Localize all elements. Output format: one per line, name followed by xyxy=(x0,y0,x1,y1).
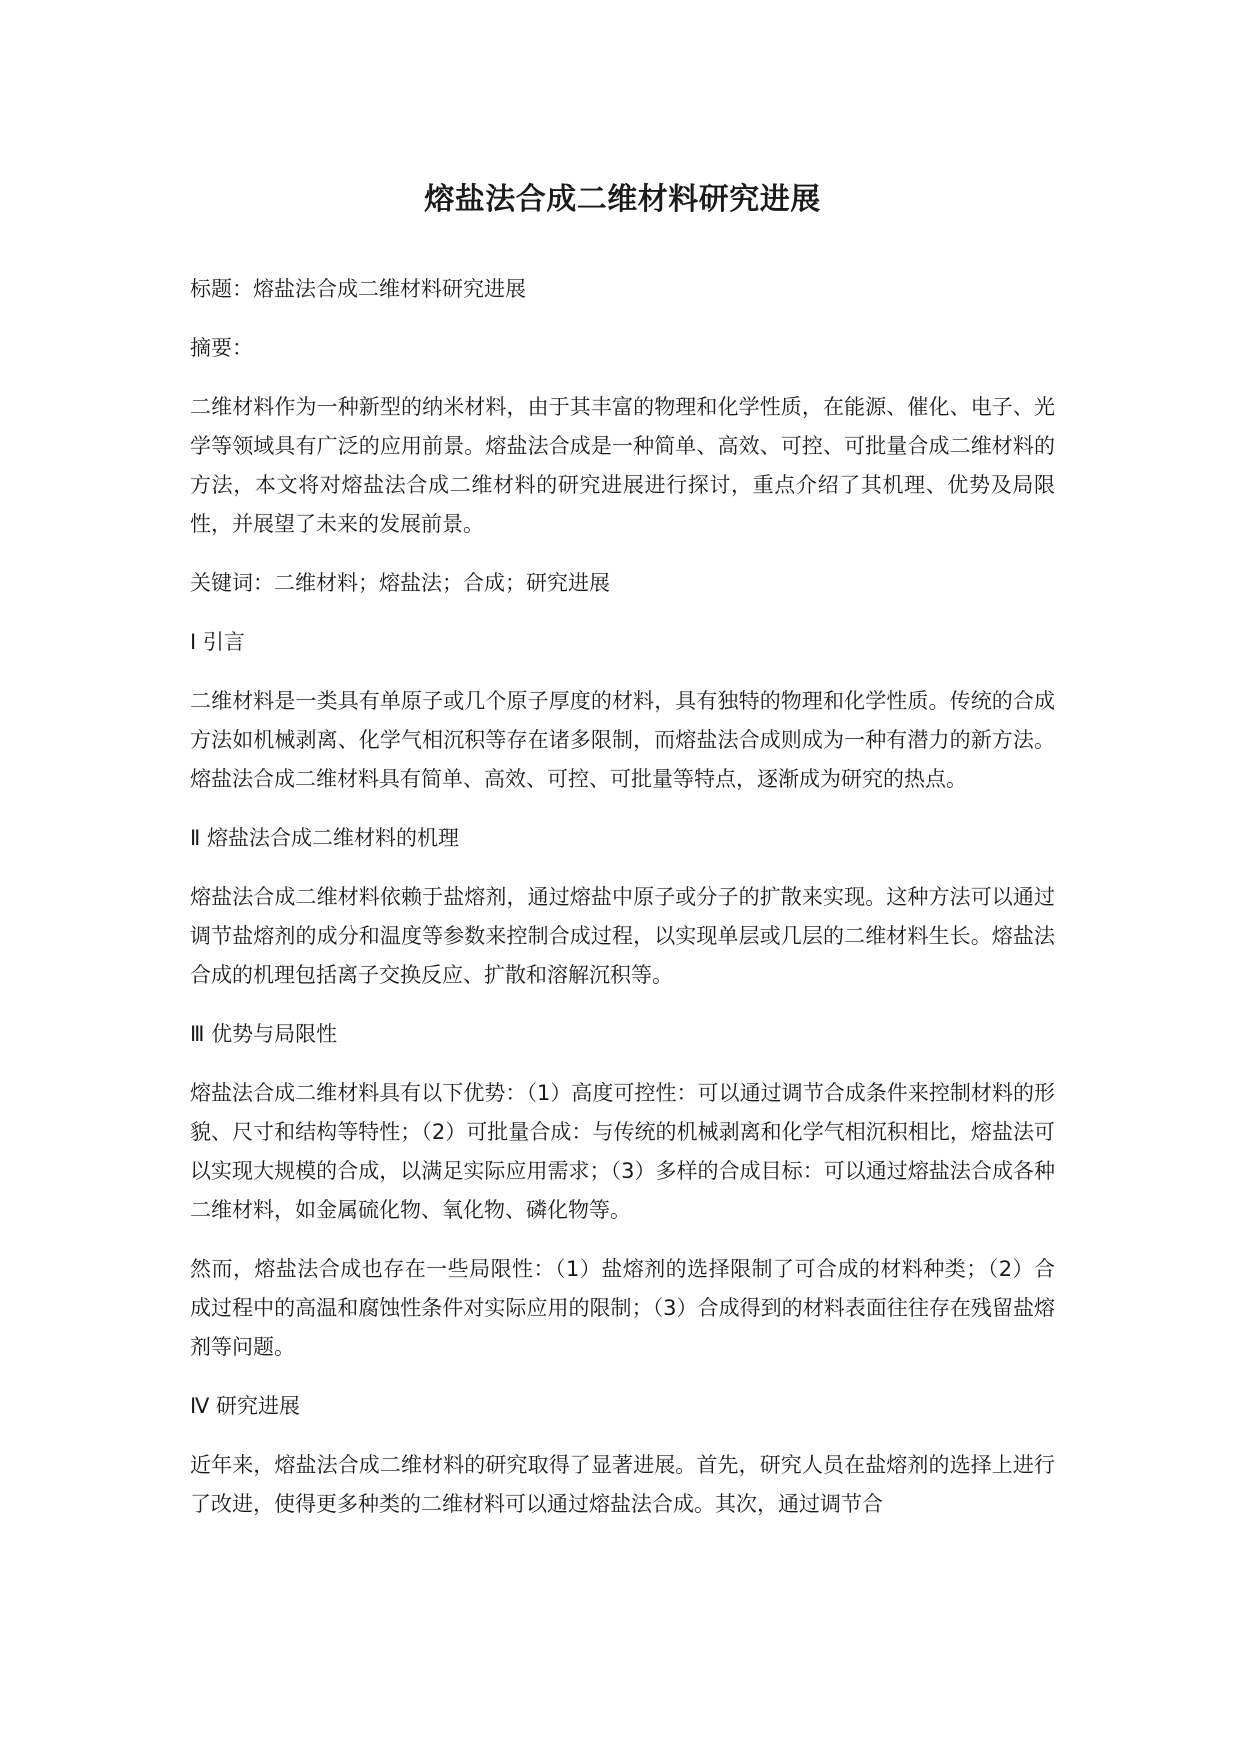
keywords-line: 关键词：二维材料；熔盐法；合成；研究进展 xyxy=(190,571,610,595)
abstract-label: 摘要： xyxy=(190,336,253,360)
mechanism-paragraph: 熔盐法合成二维材料依赖于盐熔剂，通过熔盐中原子或分子的扩散来实现。这种方法可以通过调节盐熔剂的成分和温度等参数来控制合成过程，以实现单层或几层的二维材料生长。熔盐法合成的机理包括离子交换反应、扩散和溶解沉积等。 xyxy=(190,885,1055,987)
section-heading-mechanism: Ⅱ 熔盐法合成二维材料的机理 xyxy=(190,826,460,850)
section-heading-intro: Ⅰ 引言 xyxy=(190,630,245,654)
title-line: 标题：熔盐法合成二维材料研究进展 xyxy=(190,277,526,301)
progress-paragraph: 近年来，熔盐法合成二维材料的研究取得了显著进展。首先，研究人员在盐熔剂的选择上进行了改进，使得更多种类的二维材料可以通过熔盐法合成。其次，通过调节合 xyxy=(190,1453,1055,1516)
limitations-paragraph: 然而，熔盐法合成也存在一些局限性：（1）盐熔剂的选择限制了可合成的材料种类；（2）合成过程中的高温和腐蚀性条件对实际应用的限制；（3）合成得到的材料表面往往存在残留盐熔剂等问题。 xyxy=(190,1257,1055,1359)
intro-paragraph: 二维材料是一类具有单原子或几个原子厚度的材料，具有独特的物理和化学性质。传统的合成方法如机械剥离、化学气相沉积等存在诸多限制，而熔盐法合成则成为一种有潜力的新方法。熔盐法合成二维材料具有简单、高效、可控、可批量等特点，逐渐成为研究的热点。 xyxy=(190,689,1055,791)
section-heading-progress: Ⅳ 研究进展 xyxy=(190,1394,301,1418)
advantages-paragraph: 熔盐法合成二维材料具有以下优势：（1）高度可控性：可以通过调节合成条件来控制材料的形貌、尺寸和结构等特性；（2）可批量合成：与传统的机械剥离和化学气相沉积相比，熔盐法可以实现大规模的合成，以满足实际应用需求；（3）多样的合成目标：可以通过熔盐法合成各种二维材料，如金属硫化物、氧化物、磷化物等。 xyxy=(190,1081,1055,1222)
document-title: 熔盐法合成二维材料研究进展 xyxy=(424,182,821,217)
section-heading-advantages: Ⅲ 优势与局限性 xyxy=(190,1022,338,1046)
abstract-paragraph: 二维材料作为一种新型的纳米材料，由于其丰富的物理和化学性质，在能源、催化、电子、光学等领域具有广泛的应用前景。熔盐法合成是一种简单、高效、可控、可批量合成二维材料的方法，本文将对熔盐法合成二维材料的研究进展进行探讨，重点介绍了其机理、优势及局限性，并展望了未来的发展前景。 xyxy=(190,395,1055,536)
